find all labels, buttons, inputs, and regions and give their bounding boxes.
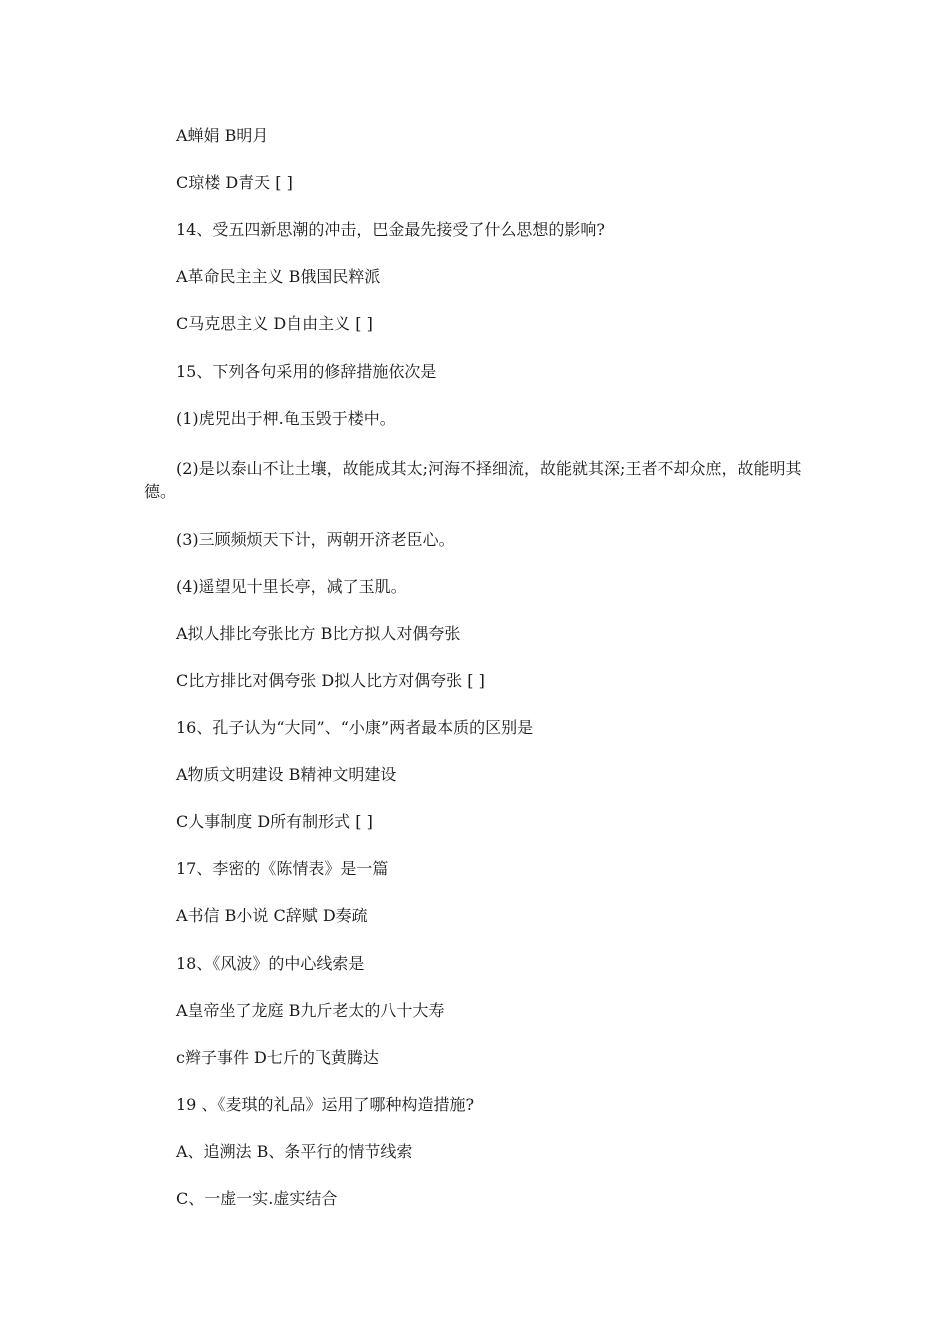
sentence-item: (3)三顾频烦天下计，两朝开济老臣心。 xyxy=(176,530,455,549)
question-19: 19 、《麦琪的礼品》运用了哪种构造措施? xyxy=(176,1095,475,1114)
option-line: A拟人排比夸张比方 B比方拟人对偶夸张 xyxy=(176,624,461,643)
question-16: 16、孔子认为“大同”、“小康”两者最本质的区别是 xyxy=(176,718,534,737)
option-line: C人事制度 D所有制形式 [ ] xyxy=(176,812,373,831)
option-line: A皇帝坐了龙庭 B九斤老太的八十大寿 xyxy=(176,1001,445,1020)
question-17: 17、李密的《陈情表》是一篇 xyxy=(176,859,389,878)
option-line: A蝉娟 B明月 xyxy=(176,126,269,145)
option-line: C马克思主义 D自由主义 [ ] xyxy=(176,314,373,333)
option-line: C、一虚一实.虚实结合 xyxy=(176,1189,338,1208)
option-line: A革命民主主义 B俄国民粹派 xyxy=(176,267,381,286)
sentence-item: (4)遥望见十里长亭，减了玉肌。 xyxy=(176,577,407,596)
option-line: A物质文明建设 B精神文明建设 xyxy=(176,765,397,784)
option-line: A书信 B小说 C辞赋 D奏疏 xyxy=(176,906,368,925)
sentence-item: (1)虎兕出于柙.龟玉毁于楼中。 xyxy=(176,409,396,428)
option-line: C琼楼 D青天 [ ] xyxy=(176,173,293,192)
option-line: A、追溯法 B、条平行的情节线索 xyxy=(176,1142,413,1161)
question-18: 18、《风波》的中心线索是 xyxy=(176,954,365,973)
option-line: C比方排比对偶夸张 D拟人比方对偶夸张 [ ] xyxy=(176,671,485,690)
question-15: 15、下列各句采用的修辞措施依次是 xyxy=(176,362,437,381)
question-14: 14、受五四新思潮的冲击，巴金最先接受了什么思想的影响? xyxy=(176,220,605,239)
option-line: c辫子事件 D七斤的飞黄腾达 xyxy=(176,1048,379,1067)
sentence-item: (2)是以泰山不让土壤，故能成其太;河海不择细流，故能就其深;王者不却众庶，故能明其德。 xyxy=(144,459,802,501)
